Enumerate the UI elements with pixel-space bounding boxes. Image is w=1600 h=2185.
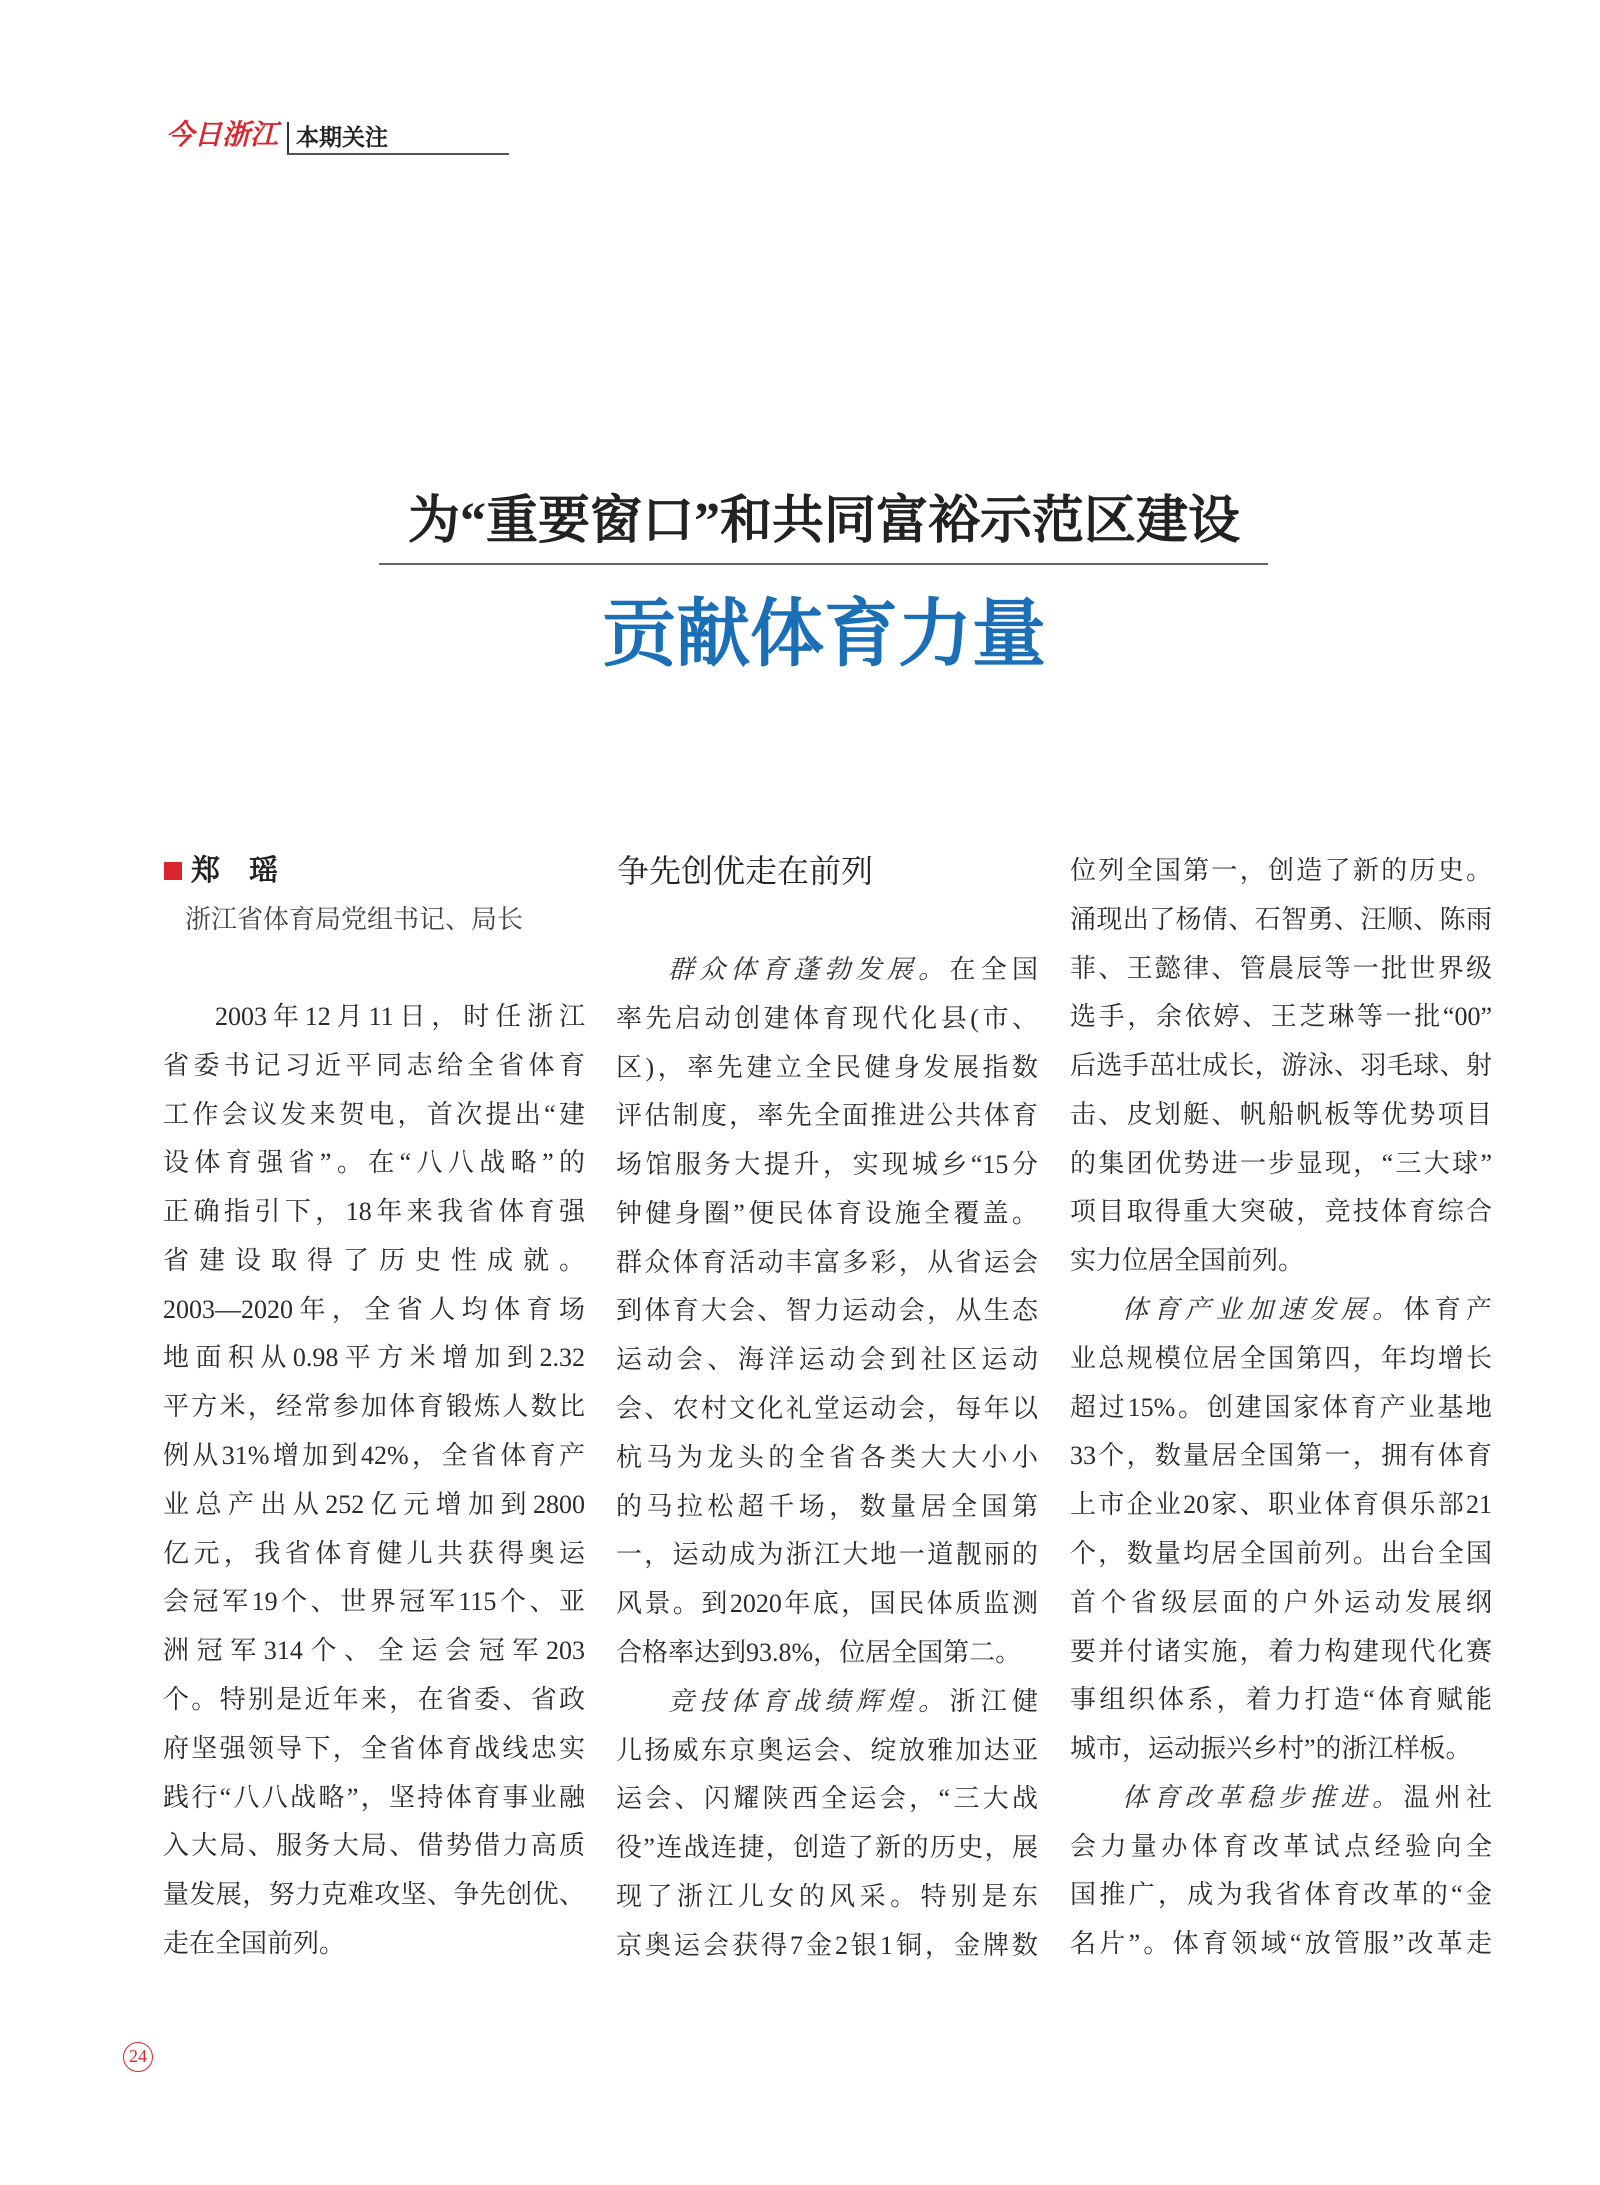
- author-position: 浙江省体育局党组书记、局长: [185, 905, 524, 934]
- text-line-content: 在全国: [949, 955, 1038, 984]
- text-line: 位列全国第一，创造了新的历史。: [1070, 856, 1492, 885]
- text-line: 区)，率先建立全民健身发展指数: [616, 1052, 1038, 1082]
- text-line: 正确指引下，18年来我省体育强: [163, 1197, 585, 1227]
- text-line: 地面积从0.98平方米增加到2.32: [163, 1343, 585, 1373]
- text-line: 入大局、服务大局、借势借力高质: [163, 1831, 585, 1861]
- text-line: 量发展，努力克难攻坚、争先创优、: [163, 1880, 585, 1910]
- text-line: 的马拉松超千场，数量居全国第: [616, 1491, 1038, 1521]
- text-line: 实力位居全国前列。: [1070, 1246, 1305, 1276]
- text-line: 现了浙江儿女的风采。特别是东: [616, 1881, 1038, 1911]
- text-line: 一，运动成为浙江大地一道靓丽的: [616, 1540, 1038, 1570]
- text-line: 2003—2020年，全省人均体育场: [163, 1294, 585, 1324]
- text-line: 走在全国前列。: [163, 1928, 346, 1958]
- text-line: 业总规模位居全国第四，年均增长: [1070, 1343, 1492, 1373]
- author-name: 郑 瑶: [191, 855, 279, 887]
- text-line-content: 温州社: [1403, 1782, 1492, 1812]
- text-line: 役”连战连捷，创造了新的历史，展: [616, 1833, 1038, 1863]
- paragraph-first-line: [616, 1678, 1038, 1727]
- paragraph-first-line: [1070, 1774, 1492, 1823]
- text-line: 名片”。体育领域“放管服”改革走: [1070, 1929, 1492, 1959]
- text-line-content: 体育产: [1403, 1295, 1492, 1325]
- text-line: 省建设取得了历史性成就。: [163, 1245, 585, 1275]
- text-line: 会力量办体育改革试点经验向全: [1070, 1831, 1492, 1861]
- author-marker: [164, 862, 182, 880]
- paragraph-lead-in: 体育改革稳步推进。: [1122, 1782, 1404, 1812]
- article-title-line-1: 为“重要窗口”和共同富裕示范区建设: [407, 493, 1240, 550]
- text-line: 场馆服务大提升，实现城乡“15分: [616, 1150, 1038, 1180]
- header-underline: [287, 153, 509, 155]
- text-line: 省委书记习近平同志给全省体育: [163, 1050, 585, 1080]
- text-line: 首个省级层面的户外运动发展纲: [1070, 1587, 1492, 1617]
- text-line: 运会、闪耀陕西全运会，“三大战: [616, 1784, 1038, 1814]
- text-line: 运动会、海洋运动会到社区运动: [616, 1345, 1038, 1375]
- text-line: 平方米，经常参加体育锻炼人数比: [163, 1392, 585, 1422]
- text-line-content: 浙江健: [949, 1686, 1038, 1716]
- text-line: 城市，运动振兴乡村”的浙江样板。: [1070, 1734, 1472, 1764]
- text-line: 洲冠军314个、全运会冠军203: [163, 1636, 585, 1666]
- text-line: 会冠军19个、世界冠军115个、亚: [163, 1587, 585, 1617]
- text-line: 后选手茁壮成长，游泳、羽毛球、射: [1070, 1051, 1492, 1081]
- article-column-2: [616, 946, 1038, 1970]
- text-line: 击、皮划艇、帆船帆板等优势项目: [1070, 1099, 1492, 1129]
- text-line: 业总产出从252亿元增加到2800: [163, 1489, 585, 1519]
- paragraph-lead-in: 竞技体育战绩辉煌。: [668, 1686, 950, 1716]
- text-line: 京奥运会获得7金2银1铜，金牌数: [616, 1930, 1038, 1960]
- text-line: 选手，余依婷、王芝琳等一批“00”: [1070, 1002, 1492, 1032]
- text-line: 个。特别是近年来，在省委、省政: [163, 1684, 585, 1714]
- text-line: 超过15%。创建国家体育产业基地: [1070, 1392, 1492, 1422]
- section-label: 本期关注: [296, 124, 388, 150]
- text-line: 涌现出了杨倩、石智勇、汪顺、陈雨: [1070, 904, 1492, 934]
- text-line: 群众体育活动丰富多彩，从省运会: [616, 1247, 1038, 1277]
- text-line: 例从31%增加到42%，全省体育产: [163, 1441, 585, 1471]
- section-heading: 争先创优走在前列: [617, 853, 874, 889]
- text-line: 率先启动创建体育现代化县(市、: [616, 1003, 1038, 1033]
- header-divider: [287, 122, 289, 154]
- text-line: 到体育大会、智力运动会，从生态: [616, 1296, 1038, 1326]
- brand-logo: 今日浙江: [166, 120, 279, 151]
- text-line: 风景。到2020年底，国民体质监测: [616, 1589, 1038, 1619]
- text-line: 33个，数量居全国第一，拥有体育: [1070, 1441, 1492, 1471]
- page-number: 24: [123, 2042, 153, 2072]
- text-line: 要并付诸实施，着力构建现代化赛: [1070, 1636, 1492, 1666]
- paragraph-first-line: [616, 946, 1038, 995]
- text-line: 菲、王懿律、管晨辰等一批世界级: [1070, 953, 1492, 983]
- text-line: 上市企业20家、职业体育俱乐部21: [1070, 1490, 1492, 1520]
- text-line: 2003年12月11日，时任浙江: [215, 1002, 585, 1031]
- text-line: 会、农村文化礼堂运动会，每年以: [616, 1394, 1038, 1424]
- text-line: 府坚强领导下，全省体育战线忠实: [163, 1733, 585, 1763]
- text-line: 儿扬威东京奥运会、绽放雅加达亚: [616, 1735, 1038, 1765]
- text-line: 项目取得重大突破，竞技体育综合: [1070, 1197, 1492, 1227]
- text-line: 个，数量均居全国前列。出台全国: [1070, 1538, 1492, 1568]
- article-column-3: [1070, 847, 1492, 1969]
- paragraph-lead-in: 群众体育蓬勃发展。: [668, 955, 950, 984]
- text-line: 亿元，我省体育健儿共获得奥运: [163, 1538, 585, 1568]
- text-line: 评估制度，率先全面推进公共体育: [616, 1101, 1038, 1131]
- paragraph-lead-in: 体育产业加速发展。: [1122, 1295, 1404, 1325]
- text-line: 杭马为龙头的全省各类大大小小: [616, 1442, 1038, 1472]
- article-title-line-2: 贡献体育力量: [602, 592, 1046, 675]
- text-line: 合格率达到93.8%，位居全国第二。: [616, 1637, 1022, 1667]
- text-line: 的集团优势进一步显现，“三大球”: [1070, 1148, 1492, 1178]
- paragraph-first-line: [1070, 1286, 1492, 1335]
- text-line: 践行“八八战略”，坚持体育事业融: [163, 1782, 585, 1812]
- article-column-1: [163, 993, 585, 1969]
- text-line: 事组织体系，着力打造“体育赋能: [1070, 1685, 1492, 1715]
- title-divider: [379, 563, 1268, 565]
- text-line: 工作会议发来贺电，首次提出“建: [163, 1099, 585, 1129]
- text-line: 钟健身圈”便民体育设施全覆盖。: [616, 1198, 1038, 1228]
- text-line: 国推广，成为我省体育改革的“金: [1070, 1880, 1492, 1910]
- text-line: 设体育强省”。在“八八战略”的: [163, 1148, 585, 1178]
